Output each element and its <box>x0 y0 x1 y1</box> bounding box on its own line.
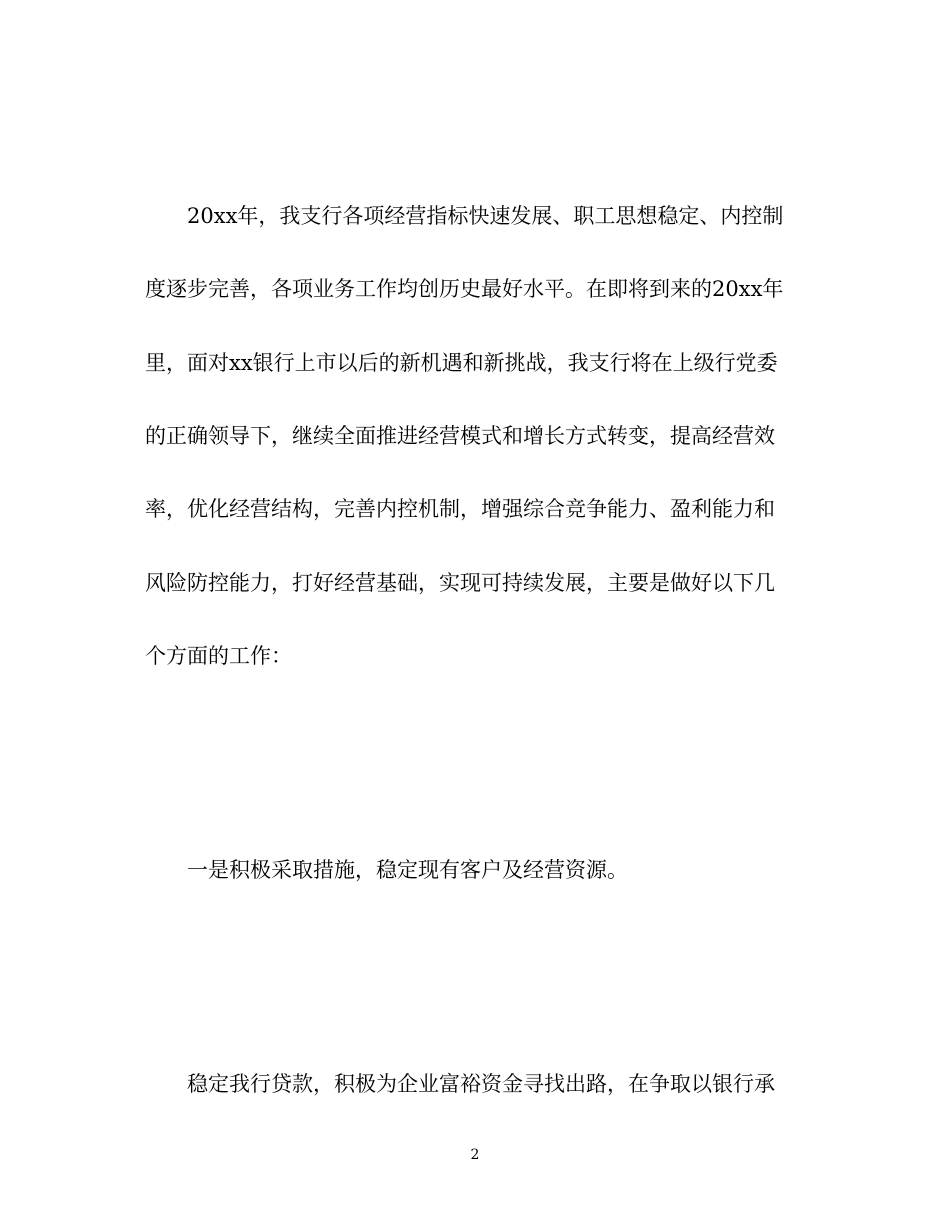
paragraph-1-line-3: 里，面对xx银行上市以后的新机遇和新挑战，我支行将在上级行党委 <box>145 351 778 375</box>
paragraph-1-line-4: 的正确领导下，继续全面推进经营模式和增长方式转变，提高经营效 <box>145 424 775 448</box>
paragraph-1-line-1: 20xx年，我支行各项经营指标快速发展、职工思想稳定、内控制 <box>187 204 784 228</box>
paragraph-1-line-2: 度逐步完善，各项业务工作均创历史最好水平。在即将到来的20xx年 <box>145 277 784 301</box>
paragraph-1-line-5: 率，优化经营结构，完善内控机制，增强综合竞争能力、盈利能力和 <box>145 497 775 521</box>
paragraph-1-line-7: 个方面的工作： <box>145 644 292 668</box>
paragraph-3-line-1: 稳定我行贷款，积极为企业富裕资金寻找出路，在争取以银行承 <box>187 1072 775 1096</box>
paragraph-2-line-1: 一是积极采取措施，稳定现有客户及经营资源。 <box>187 858 628 882</box>
page-number: 2 <box>470 1147 480 1163</box>
paragraph-1-line-6: 风险防控能力，打好经营基础，实现可持续发展，主要是做好以下几 <box>145 571 775 595</box>
